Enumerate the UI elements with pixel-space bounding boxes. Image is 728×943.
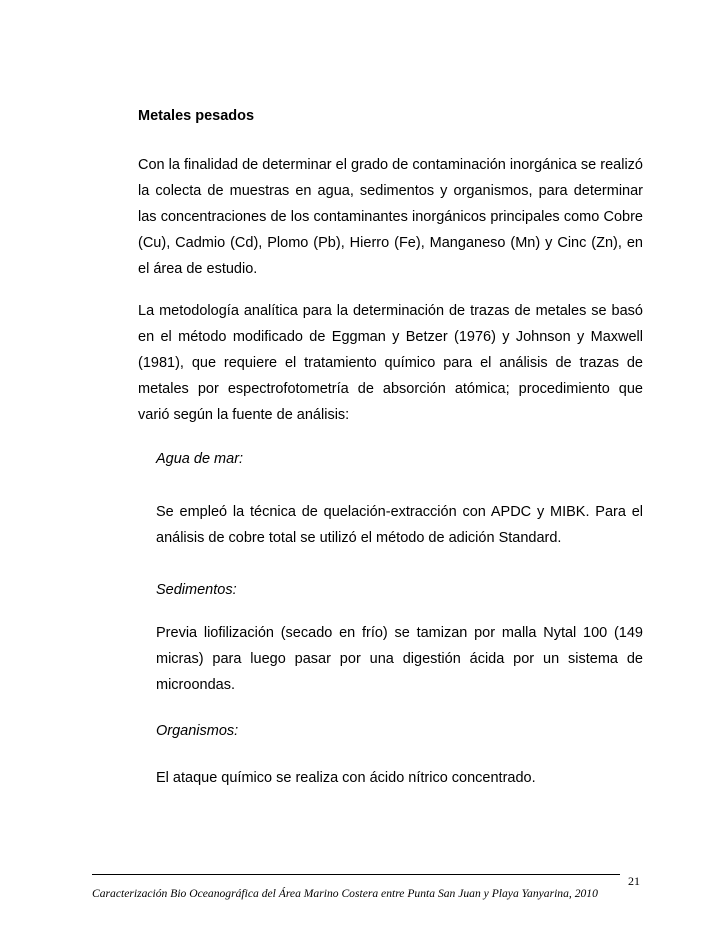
footer-divider bbox=[92, 874, 620, 875]
organismos-paragraph: El ataque químico se realiza con ácido nítrico concentrado. bbox=[156, 770, 536, 786]
methodology-paragraph: La metodología analítica para la determinación de trazas de metales se basó en el método modificado de Eggman y Betzer (1976) y Johnson y Maxwell (1981), que requiere el tratamiento químico para el análisis de trazas de metales por espectrofotometría de absorción atómica; procedimiento que varió según la fuente de análisis: bbox=[138, 303, 643, 423]
intro-paragraph: Con la finalidad de determinar el grado de contaminación inorgánica se realizó la colecta de muestras en agua, sedimentos y organismos, para determinar las concentraciones de los contaminantes inorgánicos principales como Cobre (Cu), Cadmio (Cd), Plomo (Pb), Hierro (Fe), Manganeso (Mn) y Cinc (Zn), en el área de estudio. bbox=[138, 157, 643, 277]
agua-de-mar-paragraph: Se empleó la técnica de quelación-extracción con APDC y MIBK. Para el análisis de cobre total se utilizó el método de adición Standard. bbox=[156, 504, 643, 546]
sedimentos-paragraph: Previa liofilización (secado en frío) se tamizan por malla Nytal 100 (149 micras) para luego pasar por una digestión ácida por un sistema de microondas. bbox=[156, 625, 643, 693]
subheading-agua-de-mar: Agua de mar: bbox=[156, 451, 244, 467]
subheading-organismos: Organismos: bbox=[156, 723, 239, 739]
page-number: 21 bbox=[628, 874, 640, 888]
footer-title: Caracterización Bio Oceanográfica del Área Marino Costera entre Punta San Juan y Playa Yanyarina, 2010 bbox=[92, 887, 598, 900]
subheading-sedimentos: Sedimentos: bbox=[156, 582, 237, 598]
section-heading: Metales pesados bbox=[138, 108, 255, 124]
